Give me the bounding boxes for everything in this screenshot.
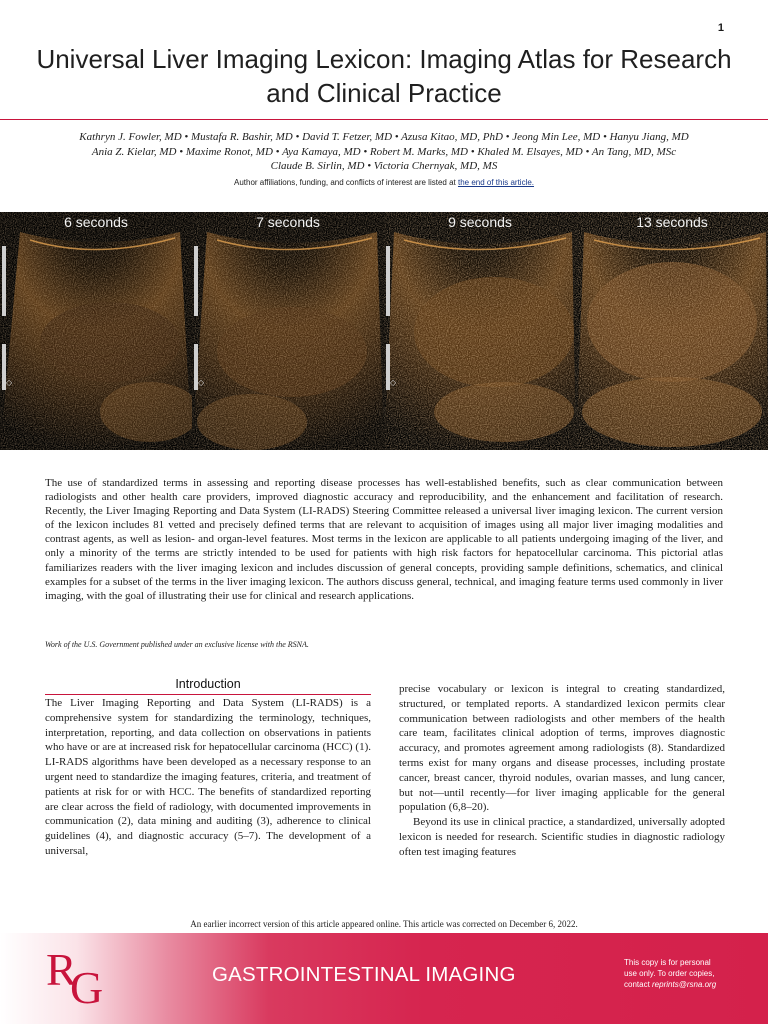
time-label: 6 seconds — [64, 214, 128, 230]
focus-marker-icon: ◇ — [6, 378, 13, 387]
affiliations-text: Author affiliations, funding, and conflicts of interest are listed at — [233, 178, 458, 187]
time-label: 9 seconds — [448, 214, 512, 230]
focus-marker-icon: ◇ — [198, 378, 205, 387]
focus-marker-icon: ◇ — [390, 378, 397, 387]
time-label: 7 seconds — [256, 214, 320, 230]
ultrasound-figure — [0, 212, 768, 450]
affiliations-note — [40, 178, 728, 187]
section-heading: Introduction — [45, 676, 371, 695]
ultrasound-panel — [576, 212, 768, 450]
journal-footer — [0, 933, 768, 1024]
body-paragraph: Beyond its use in clinical practice, a standardized, universally adopted lexicon is needed for research. Scientific studies in diagnostic radiology often test imaging features — [399, 816, 725, 858]
article-title: Universal Liver Imaging Lexicon: Imaging Atlas for Research and Clinical Practice — [36, 44, 732, 108]
intro-left-column — [45, 676, 371, 859]
reprint-notice — [624, 957, 754, 990]
ultrasound-image — [576, 212, 768, 450]
correction-note: An earlier incorrect version of this article appeared online. This article was corrected on December 6, 2022. — [190, 919, 578, 929]
end-of-article-link[interactable]: the end of this article. — [457, 178, 535, 187]
reprint-line — [624, 979, 754, 990]
ultrasound-panel — [384, 212, 576, 450]
author-line: Ania Z. Kielar, MD • Maxime Ronot, MD • Aya Kamaya, MD • Robert M. Marks, MD • Khaled M. Elsayes, MD • An Tang, MD, MSc — [91, 145, 677, 158]
body-paragraph: precise vocabulary or lexicon is integral to creating standardized, structured, or templated reports. A standardized lexicon permits clear communication between radiologists and other members of the health care team, facilitates clinical adoption of terms, improves diagnostic accuracy, and promotes agreement among radiologists (8). Standardized terms exist for many organs and disease processes, including prostate cancer, breast cancer, thyroid nodules, ovarian masses, and lung cancer, but not—until recently—for liver imaging applicable for the general population (6,8–20). — [399, 683, 725, 814]
svg-text:G: G — [70, 962, 104, 1007]
ultrasound-image — [0, 212, 192, 450]
ultrasound-image — [192, 212, 384, 450]
intro-right-column — [399, 682, 725, 860]
ultrasound-image — [384, 212, 576, 450]
body-paragraph: The Liver Imaging Reporting and Data System (LI-RADS) is a comprehensive system for standardizing the terminology, techniques, interpretation, reporting, and data collection on observations in patients who have or are at increased risk for hepatocellular carcinoma (HCC) (1). LI-RADS algorithms have been developed as a necessary response to an urgent need to standardize the imaging features, criteria, and treatment of patients at risk for or with HCC. The benefits of standardized reporting are clear across the field of radiology, with documented improvements in communication (2), data mining and auditing (3), adherence to clinical guidelines (4), and diagnostic accuracy (5–7). The development of a universal, — [45, 697, 371, 857]
reprint-email-link[interactable]: reprints@rsna.org — [652, 980, 717, 989]
author-line: Kathryn J. Fowler, MD • Mustafa R. Bashir, MD • David T. Fetzer, MD • Azusa Kitao, MD, PhD • Jeong Min Lee, MD • Hanyu Jiang, MD — [79, 131, 689, 143]
ultrasound-panel — [192, 212, 384, 450]
abstract: The use of standardized terms in assessing and reporting disease processes has well-established benefits, such as clear communication between radiologists and other health care providers, improved diagnostic accuracy and reproducibility, and the enhancement and facilitation of research. Recently, the Liver Imaging Reporting and Data System (LI-RADS) Steering Committee released a universal liver imaging lexicon. The current version of the lexicon includes 81 vetted and precisely defined terms that are relevant to acquisition of images using all major liver imaging modalities and contrast agents, as well as lesion- and organ-level features. Most terms in the lexicon are applicable to all patients undergoing imaging of the liver, and only a minority of the terms are strictly intended to be used for patients with high risk factors for hepatocellular carcinoma. This pictorial atlas familiarizes readers with the liver imaging lexicon and includes discussion of general concepts, providing sample definitions, schematics, and clinical examples for a subset of the terms in the liver imaging lexicon. The authors discuss general, technical, and imaging feature terms used commonly in liver imaging, with the goal of illustrating their use for clinical and research applications. — [45, 477, 723, 602]
scale-bar — [2, 246, 6, 316]
scale-bar — [194, 246, 198, 316]
scale-bar — [386, 246, 390, 316]
author-list — [40, 130, 728, 174]
section-name: GASTROINTESTINAL IMAGING — [212, 963, 516, 986]
title-divider — [0, 119, 768, 120]
time-label: 13 seconds — [636, 214, 708, 230]
page-number: 1 — [717, 22, 724, 34]
license-note: Work of the U.S. Government published under an exclusive license with the RSNA. — [45, 640, 309, 649]
ultrasound-panel — [0, 212, 192, 450]
svg-text:R: R — [46, 944, 77, 995]
radiographics-logo — [44, 939, 110, 1007]
reprint-line: This copy is for personal — [624, 958, 711, 967]
author-line: Claude B. Sirlin, MD • Victoria Chernyak, MD, MS — [270, 160, 498, 172]
reprint-line: use only. To order copies, — [624, 969, 715, 978]
reprint-prefix: contact — [624, 980, 653, 989]
